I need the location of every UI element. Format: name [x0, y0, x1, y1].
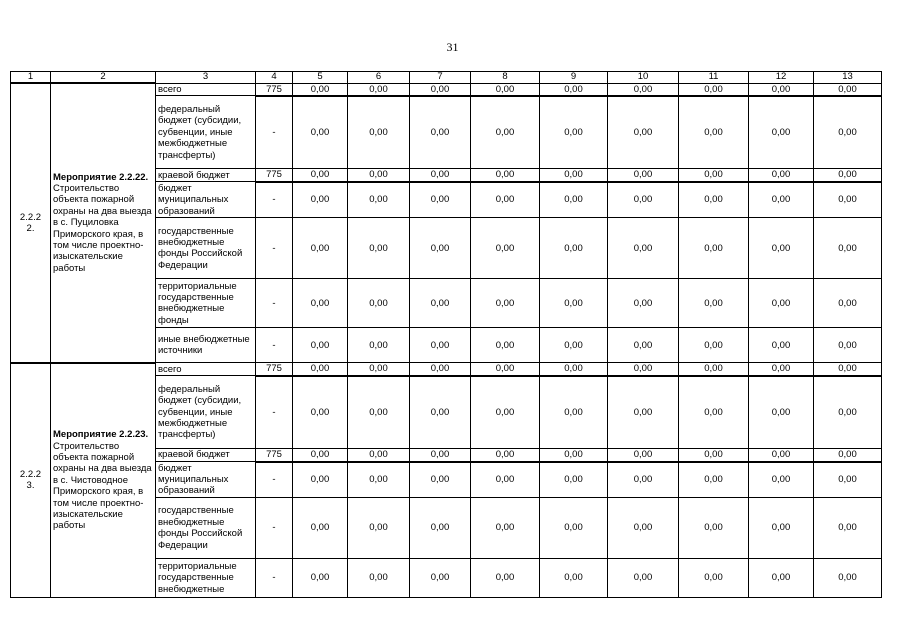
amount-cell: 0,00 [608, 83, 679, 96]
amount-cell: 0,00 [608, 279, 679, 328]
amount-cell: 0,00 [293, 182, 348, 218]
column-header-11: 11 [679, 72, 749, 84]
budget-code: - [256, 462, 293, 498]
measure-description: Строительство объекта пожарной охраны на два выезда в с. Чистоводное Приморского края, в том числе проектно-изыскательские работы [53, 440, 152, 532]
amount-cell: 0,00 [814, 96, 882, 169]
amount-cell: 0,00 [814, 279, 882, 328]
amount-cell: 0,00 [679, 169, 749, 182]
budget-code: - [256, 218, 293, 279]
amount-cell: 0,00 [608, 96, 679, 169]
column-header-10: 10 [608, 72, 679, 84]
amount-cell: 0,00 [471, 559, 540, 598]
amount-cell: 0,00 [293, 363, 348, 376]
amount-cell: 0,00 [540, 462, 608, 498]
amount-cell: 0,00 [410, 182, 471, 218]
amount-cell: 0,00 [679, 498, 749, 559]
funding-source: краевой бюджет [156, 169, 256, 182]
amount-cell: 0,00 [471, 328, 540, 363]
amount-cell: 0,00 [749, 363, 814, 376]
budget-code: 775 [256, 363, 293, 376]
amount-cell: 0,00 [410, 96, 471, 169]
amount-cell: 0,00 [410, 462, 471, 498]
amount-cell: 0,00 [471, 279, 540, 328]
funding-source: государственные внебюджетные фонды Российской Федерации [156, 498, 256, 559]
amount-cell: 0,00 [410, 498, 471, 559]
amount-cell: 0,00 [348, 169, 410, 182]
column-header-3: 3 [156, 72, 256, 84]
amount-cell: 0,00 [749, 169, 814, 182]
funding-source: территориальные государственные внебюджетные фонды [156, 279, 256, 328]
amount-cell: 0,00 [540, 182, 608, 218]
column-header-5: 5 [293, 72, 348, 84]
amount-cell: 0,00 [814, 169, 882, 182]
amount-cell: 0,00 [608, 376, 679, 449]
budget-code: - [256, 498, 293, 559]
amount-cell: 0,00 [608, 182, 679, 218]
amount-cell: 0,00 [814, 462, 882, 498]
amount-cell: 0,00 [410, 83, 471, 96]
amount-cell: 0,00 [540, 363, 608, 376]
budget-code: - [256, 182, 293, 218]
amount-cell: 0,00 [679, 363, 749, 376]
amount-cell: 0,00 [814, 328, 882, 363]
amount-cell: 0,00 [348, 449, 410, 462]
column-header-13: 13 [814, 72, 882, 84]
amount-cell: 0,00 [540, 218, 608, 279]
amount-cell: 0,00 [471, 449, 540, 462]
amount-cell: 0,00 [293, 218, 348, 279]
amount-cell: 0,00 [814, 449, 882, 462]
amount-cell: 0,00 [540, 169, 608, 182]
amount-cell: 0,00 [348, 328, 410, 363]
amount-cell: 0,00 [814, 218, 882, 279]
budget-code: 775 [256, 449, 293, 462]
funding-source: федеральный бюджет (субсидии, субвенции, иные межбюджетные трансферты) [156, 96, 256, 169]
amount-cell: 0,00 [410, 449, 471, 462]
measure-title: Мероприятие 2.2.22. [53, 171, 149, 183]
measure-number: 2.2.2 2. [11, 83, 51, 363]
amount-cell: 0,00 [348, 218, 410, 279]
amount-cell: 0,00 [540, 376, 608, 449]
amount-cell: 0,00 [679, 462, 749, 498]
amount-cell: 0,00 [814, 83, 882, 96]
amount-cell: 0,00 [348, 96, 410, 169]
column-header-12: 12 [749, 72, 814, 84]
amount-cell: 0,00 [608, 498, 679, 559]
amount-cell: 0,00 [679, 218, 749, 279]
column-header-9: 9 [540, 72, 608, 84]
column-header-8: 8 [471, 72, 540, 84]
amount-cell: 0,00 [749, 218, 814, 279]
amount-cell: 0,00 [471, 462, 540, 498]
amount-cell: 0,00 [348, 376, 410, 449]
amount-cell: 0,00 [471, 182, 540, 218]
amount-cell: 0,00 [679, 559, 749, 598]
budget-table [10, 71, 882, 598]
amount-cell: 0,00 [471, 169, 540, 182]
header-row [11, 72, 882, 84]
column-header-1: 1 [11, 72, 51, 84]
amount-cell: 0,00 [293, 449, 348, 462]
amount-cell: 0,00 [410, 169, 471, 182]
amount-cell: 0,00 [608, 328, 679, 363]
amount-cell: 0,00 [471, 376, 540, 449]
page-number: 31 [446, 40, 459, 54]
amount-cell: 0,00 [814, 182, 882, 218]
amount-cell: 0,00 [679, 279, 749, 328]
amount-cell: 0,00 [540, 96, 608, 169]
amount-cell: 0,00 [608, 363, 679, 376]
amount-cell: 0,00 [410, 376, 471, 449]
measure-description: Строительство объекта пожарной охраны на два выезда в с. Пуциловка Приморского края, в том числе проектно-изыскательские работы [53, 182, 152, 274]
amount-cell: 0,00 [293, 83, 348, 96]
amount-cell: 0,00 [410, 218, 471, 279]
budget-code: 775 [256, 169, 293, 182]
amount-cell: 0,00 [749, 498, 814, 559]
funding-source: краевой бюджет [156, 449, 256, 462]
amount-cell: 0,00 [749, 279, 814, 328]
amount-cell: 0,00 [348, 559, 410, 598]
amount-cell: 0,00 [471, 218, 540, 279]
amount-cell: 0,00 [679, 83, 749, 96]
amount-cell: 0,00 [814, 363, 882, 376]
amount-cell: 0,00 [410, 328, 471, 363]
amount-cell: 0,00 [471, 363, 540, 376]
amount-cell: 0,00 [608, 169, 679, 182]
amount-cell: 0,00 [540, 498, 608, 559]
amount-cell: 0,00 [348, 182, 410, 218]
column-header-7: 7 [410, 72, 471, 84]
amount-cell: 0,00 [410, 559, 471, 598]
amount-cell: 0,00 [348, 83, 410, 96]
table-row [11, 363, 882, 376]
amount-cell: 0,00 [679, 182, 749, 218]
funding-source: бюджет муниципальных образований [156, 182, 256, 218]
amount-cell: 0,00 [608, 449, 679, 462]
budget-code: - [256, 96, 293, 169]
amount-cell: 0,00 [749, 449, 814, 462]
amount-cell: 0,00 [293, 462, 348, 498]
measure-name [51, 363, 156, 598]
amount-cell: 0,00 [293, 498, 348, 559]
amount-cell: 0,00 [348, 462, 410, 498]
amount-cell: 0,00 [540, 328, 608, 363]
amount-cell: 0,00 [814, 559, 882, 598]
column-header-2: 2 [51, 72, 156, 84]
amount-cell: 0,00 [679, 449, 749, 462]
amount-cell: 0,00 [540, 559, 608, 598]
budget-code: - [256, 279, 293, 328]
amount-cell: 0,00 [471, 498, 540, 559]
amount-cell: 0,00 [814, 498, 882, 559]
amount-cell: 0,00 [608, 462, 679, 498]
amount-cell: 0,00 [814, 376, 882, 449]
amount-cell: 0,00 [749, 96, 814, 169]
budget-code: 775 [256, 83, 293, 96]
amount-cell: 0,00 [749, 182, 814, 218]
measure-number: 2.2.2 3. [11, 363, 51, 598]
funding-source: федеральный бюджет (субсидии, субвенции, иные межбюджетные трансферты) [156, 376, 256, 449]
amount-cell: 0,00 [749, 376, 814, 449]
measure-name [51, 83, 156, 363]
amount-cell: 0,00 [348, 279, 410, 328]
funding-source: государственные внебюджетные фонды Российской Федерации [156, 218, 256, 279]
amount-cell: 0,00 [749, 559, 814, 598]
amount-cell: 0,00 [293, 328, 348, 363]
amount-cell: 0,00 [540, 449, 608, 462]
amount-cell: 0,00 [679, 96, 749, 169]
amount-cell: 0,00 [410, 279, 471, 328]
budget-code: - [256, 376, 293, 449]
amount-cell: 0,00 [608, 218, 679, 279]
funding-source: иные внебюджетные источники [156, 328, 256, 363]
amount-cell: 0,00 [749, 83, 814, 96]
funding-source: всего [156, 363, 256, 376]
amount-cell: 0,00 [293, 169, 348, 182]
amount-cell: 0,00 [749, 328, 814, 363]
amount-cell: 0,00 [471, 83, 540, 96]
table-row [11, 83, 882, 96]
budget-code: - [256, 328, 293, 363]
funding-source: бюджет муниципальных образований [156, 462, 256, 498]
measure-title: Мероприятие 2.2.23. [53, 429, 149, 441]
amount-cell: 0,00 [293, 376, 348, 449]
funding-source: всего [156, 83, 256, 96]
amount-cell: 0,00 [540, 279, 608, 328]
column-header-4: 4 [256, 72, 293, 84]
amount-cell: 0,00 [348, 363, 410, 376]
amount-cell: 0,00 [749, 462, 814, 498]
amount-cell: 0,00 [679, 328, 749, 363]
amount-cell: 0,00 [348, 498, 410, 559]
amount-cell: 0,00 [679, 376, 749, 449]
amount-cell: 0,00 [293, 96, 348, 169]
amount-cell: 0,00 [293, 559, 348, 598]
amount-cell: 0,00 [293, 279, 348, 328]
amount-cell: 0,00 [410, 363, 471, 376]
funding-source: территориальные государственные внебюджетные [156, 559, 256, 598]
column-header-6: 6 [348, 72, 410, 84]
amount-cell: 0,00 [608, 559, 679, 598]
amount-cell: 0,00 [471, 96, 540, 169]
budget-code: - [256, 559, 293, 598]
amount-cell: 0,00 [540, 83, 608, 96]
